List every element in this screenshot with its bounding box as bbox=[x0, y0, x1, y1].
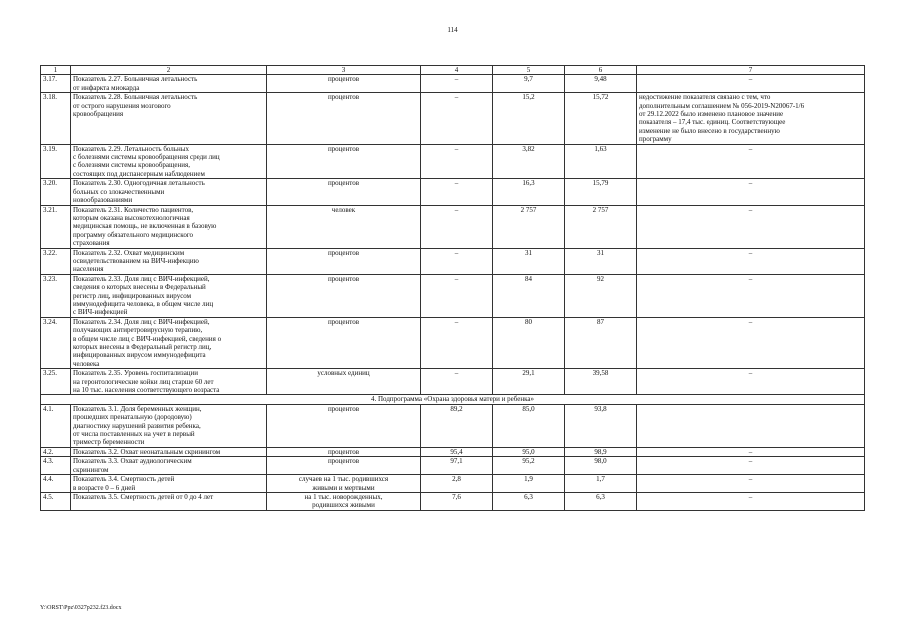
table-row bbox=[41, 274, 865, 317]
unit-cell: процентов bbox=[267, 274, 421, 317]
value-col5-cell: 9,7 bbox=[493, 75, 565, 93]
value-col4-cell: – bbox=[421, 205, 493, 248]
value-col4-cell: 95,4 bbox=[421, 447, 493, 456]
table-row bbox=[41, 248, 865, 274]
table-row bbox=[41, 317, 865, 368]
unit-cell: процентов bbox=[267, 404, 421, 447]
value-col6-cell: 87 bbox=[565, 317, 637, 368]
row-number-cell: 3.22. bbox=[41, 248, 71, 274]
section-row bbox=[41, 395, 865, 404]
table-row bbox=[41, 93, 865, 144]
row-number-cell: 4.3. bbox=[41, 457, 71, 475]
unit-cell: условных единиц bbox=[267, 369, 421, 395]
value-col6-cell: 1,63 bbox=[565, 144, 637, 179]
unit-cell: случаев на 1 тыс. родившихся живыми и мертвыми bbox=[267, 475, 421, 493]
value-col6-cell: 15,72 bbox=[565, 93, 637, 144]
value-col6-cell: 93,8 bbox=[565, 404, 637, 447]
note-cell: – bbox=[637, 179, 865, 205]
value-col5-cell: 3,82 bbox=[493, 144, 565, 179]
value-col5-cell: 95,0 bbox=[493, 447, 565, 456]
value-col5-cell: 15,2 bbox=[493, 93, 565, 144]
indicator-name-cell: Показатель 2.28. Больничная летальность от острого нарушения мозгового кровообращения bbox=[71, 93, 267, 144]
row-number-cell: 3.17. bbox=[41, 75, 71, 93]
unit-cell: человек bbox=[267, 205, 421, 248]
value-col5-cell: 1,9 bbox=[493, 475, 565, 493]
row-number-cell: 4.5. bbox=[41, 492, 71, 510]
value-col5-cell: 85,0 bbox=[493, 404, 565, 447]
indicator-name-cell: Показатель 2.31. Количество пациентов, которым оказана высокотехнологичная медицинская помощь, не включенная в базовую программу обязательного медицинского страхования bbox=[71, 205, 267, 248]
value-col6-cell: 15,79 bbox=[565, 179, 637, 205]
value-col4-cell: – bbox=[421, 179, 493, 205]
value-col6-cell: 39,58 bbox=[565, 369, 637, 395]
header-row bbox=[41, 66, 865, 75]
note-cell: – bbox=[637, 457, 865, 475]
table-row bbox=[41, 447, 865, 456]
indicator-name-cell: Показатель 2.34. Доля лиц с ВИЧ-инфекцией, получающих антиретровирусную терапию, в общем числе лиц с ВИЧ-инфекцией, сведения о которых внесены в Федеральный регистр лиц, инфицированных вирусом иммунодефицита человека bbox=[71, 317, 267, 368]
row-number-cell: 3.24. bbox=[41, 317, 71, 368]
note-cell: – bbox=[637, 475, 865, 493]
page-number: 114 bbox=[447, 26, 458, 34]
value-col4-cell: 7,6 bbox=[421, 492, 493, 510]
value-col6-cell: 9,48 bbox=[565, 75, 637, 93]
note-cell: – bbox=[637, 317, 865, 368]
indicators-table bbox=[40, 65, 865, 511]
row-number-cell: 4.4. bbox=[41, 475, 71, 493]
note-cell: – bbox=[637, 447, 865, 456]
row-number-cell: 3.19. bbox=[41, 144, 71, 179]
indicator-name-cell: Показатель 2.30. Одногодичная летальность больных со злокачественными новообразованиями bbox=[71, 179, 267, 205]
note-cell: недостижение показателя связано с тем, что дополнительным соглашением № 056-2019-N20067-1/6 от 29.12.2022 было изменено плановое значение показателя – 17,4 тыс. единиц. Соответствующее изменение не было внесено в государственную программу bbox=[637, 93, 865, 144]
value-col6-cell: 6,3 bbox=[565, 492, 637, 510]
header-cell: 7 bbox=[637, 66, 865, 75]
row-number-cell: 4.1. bbox=[41, 404, 71, 447]
row-number-cell: 3.20. bbox=[41, 179, 71, 205]
value-col4-cell: – bbox=[421, 144, 493, 179]
value-col6-cell: 98,0 bbox=[565, 457, 637, 475]
indicator-name-cell: Показатель 3.1. Доля беременных женщин, прошедших пренатальную (дородовую) диагностику нарушений развития ребенка, от числа поставленных на учет в первый триместр беременности bbox=[71, 404, 267, 447]
note-cell bbox=[637, 404, 865, 447]
table-row bbox=[41, 369, 865, 395]
unit-cell: процентов bbox=[267, 447, 421, 456]
value-col4-cell: 89,2 bbox=[421, 404, 493, 447]
value-col5-cell: 2 757 bbox=[493, 205, 565, 248]
value-col4-cell: 97,1 bbox=[421, 457, 493, 475]
row-number-cell: 3.25. bbox=[41, 369, 71, 395]
table-row bbox=[41, 404, 865, 447]
unit-cell: процентов bbox=[267, 93, 421, 144]
table-row bbox=[41, 75, 865, 93]
note-cell: – bbox=[637, 248, 865, 274]
unit-cell: процентов bbox=[267, 144, 421, 179]
value-col6-cell: 2 757 bbox=[565, 205, 637, 248]
note-cell: – bbox=[637, 274, 865, 317]
footer-file-path: Y:\ORST\Ppz\0327p232.f23.docx bbox=[40, 605, 122, 611]
indicator-name-cell: Показатель 2.33. Доля лиц с ВИЧ-инфекцией, сведения о которых внесены в Федеральный регистр лиц, инфицированных вирусом иммунодефицита человека, в общем числе лиц с ВИЧ-инфекцией bbox=[71, 274, 267, 317]
value-col5-cell: 16,3 bbox=[493, 179, 565, 205]
header-cell: 5 bbox=[493, 66, 565, 75]
header-cell: 4 bbox=[421, 66, 493, 75]
value-col5-cell: 80 bbox=[493, 317, 565, 368]
unit-cell: процентов bbox=[267, 457, 421, 475]
value-col6-cell: 92 bbox=[565, 274, 637, 317]
value-col4-cell: – bbox=[421, 274, 493, 317]
indicator-name-cell: Показатель 3.3. Охват аудиологическим скринингом bbox=[71, 457, 267, 475]
row-number-cell: 4.2. bbox=[41, 447, 71, 456]
unit-cell: на 1 тыс. новорожденных, родившихся живыми bbox=[267, 492, 421, 510]
note-cell: – bbox=[637, 205, 865, 248]
value-col5-cell: 6,3 bbox=[493, 492, 565, 510]
note-cell: – bbox=[637, 492, 865, 510]
value-col5-cell: 29,1 bbox=[493, 369, 565, 395]
value-col4-cell: – bbox=[421, 75, 493, 93]
table-row bbox=[41, 179, 865, 205]
value-col6-cell: 1,7 bbox=[565, 475, 637, 493]
indicator-name-cell: Показатель 2.27. Больничная летальность от инфаркта миокарда bbox=[71, 75, 267, 93]
indicator-name-cell: Показатель 2.35. Уровень госпитализации на геронтологические койки лиц старше 60 лет на 10 тыс. населения соответствующего возраста bbox=[71, 369, 267, 395]
header-cell: 2 bbox=[71, 66, 267, 75]
note-cell: – bbox=[637, 75, 865, 93]
indicator-name-cell: Показатель 3.2. Охват неонатальным скринингом bbox=[71, 447, 267, 456]
table-row bbox=[41, 475, 865, 493]
unit-cell: процентов bbox=[267, 75, 421, 93]
value-col5-cell: 95,2 bbox=[493, 457, 565, 475]
table-row bbox=[41, 492, 865, 510]
table-row bbox=[41, 457, 865, 475]
unit-cell: процентов bbox=[267, 248, 421, 274]
value-col4-cell: – bbox=[421, 369, 493, 395]
row-number-cell: 3.21. bbox=[41, 205, 71, 248]
value-col4-cell: – bbox=[421, 248, 493, 274]
header-cell: 1 bbox=[41, 66, 71, 75]
indicator-name-cell: Показатель 3.4. Смертность детей в возрасте 0 – 6 дней bbox=[71, 475, 267, 493]
value-col4-cell: – bbox=[421, 317, 493, 368]
value-col4-cell: – bbox=[421, 93, 493, 144]
indicator-name-cell: Показатель 2.32. Охват медицинским освидетельствованием на ВИЧ-инфекцию населения bbox=[71, 248, 267, 274]
table-row bbox=[41, 205, 865, 248]
value-col5-cell: 84 bbox=[493, 274, 565, 317]
value-col4-cell: 2,8 bbox=[421, 475, 493, 493]
row-number-cell: 3.18. bbox=[41, 93, 71, 144]
value-col6-cell: 31 bbox=[565, 248, 637, 274]
unit-cell: процентов bbox=[267, 179, 421, 205]
section-title: 4. Подпрограмма «Охрана здоровья матери и ребенка» bbox=[41, 395, 865, 404]
note-cell: – bbox=[637, 144, 865, 179]
indicator-name-cell: Показатель 2.29. Летальность больных с болезнями системы кровообращения среди лиц с болезнями системы кровообращения, состоящих под диспансерным наблюдением bbox=[71, 144, 267, 179]
unit-cell: процентов bbox=[267, 317, 421, 368]
value-col5-cell: 31 bbox=[493, 248, 565, 274]
row-number-cell: 3.23. bbox=[41, 274, 71, 317]
note-cell: – bbox=[637, 369, 865, 395]
header-cell: 3 bbox=[267, 66, 421, 75]
table-row bbox=[41, 144, 865, 179]
indicator-name-cell: Показатель 3.5. Смертность детей от 0 до 4 лет bbox=[71, 492, 267, 510]
value-col6-cell: 98,9 bbox=[565, 447, 637, 456]
header-cell: 6 bbox=[565, 66, 637, 75]
